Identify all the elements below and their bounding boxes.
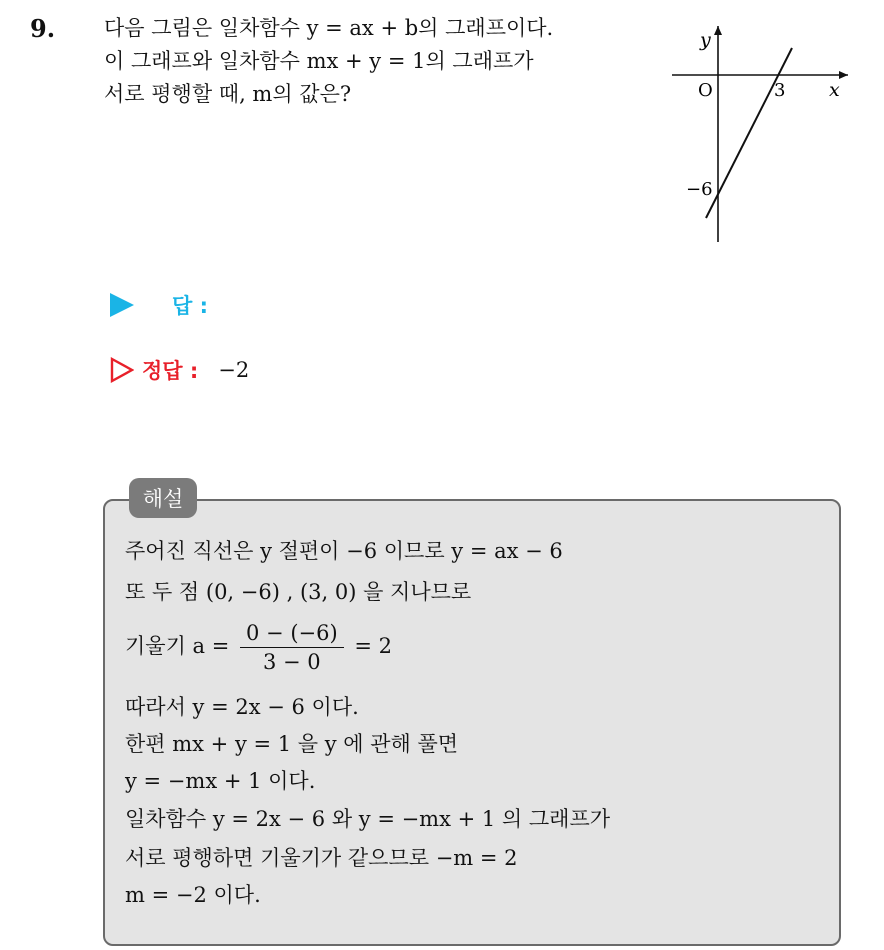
slope-suffix: = 2 xyxy=(354,634,392,658)
origin-label: O xyxy=(698,80,713,101)
solution-line-3 xyxy=(125,619,392,676)
outline-triangle-icon xyxy=(110,357,134,383)
solution-line-4: 따라서 y = 2x − 6 이다. xyxy=(125,695,359,719)
answer-row xyxy=(110,290,220,320)
correct-answer-label: 정답 : xyxy=(142,359,199,383)
function-line xyxy=(706,48,792,218)
y-intercept-label: −6 xyxy=(686,179,713,200)
solution-line-6: y = −mx + 1 이다. xyxy=(125,769,316,793)
x-axis-label: x xyxy=(829,79,840,101)
fraction-numerator: 0 − (−6) xyxy=(240,619,344,648)
slope-prefix: 기울기 a = xyxy=(125,634,230,658)
fraction-denominator: 3 − 0 xyxy=(263,650,321,674)
solution-line-1: 주어진 직선은 y 절편이 −6 이므로 y = ax − 6 xyxy=(125,539,563,563)
question-line-1: 다음 그림은 일차함수 y = ax + b의 그래프이다. xyxy=(104,16,554,40)
correct-answer-row xyxy=(110,355,249,385)
solution-line-2: 또 두 점 (0, −6) , (3, 0) 을 지나므로 xyxy=(125,580,472,604)
answer-label: 답 : xyxy=(172,294,208,318)
question-number: 9. xyxy=(30,14,56,43)
correct-answer-value: −2 xyxy=(218,358,250,382)
question-line-3: 서로 평행할 때, m의 값은? xyxy=(104,82,352,106)
x-intercept-label: 3 xyxy=(774,80,786,101)
solution-line-8: 서로 평행하면 기울기가 같으므로 −m = 2 xyxy=(125,846,518,870)
solution-line-7: 일차함수 y = 2x − 6 와 y = −mx + 1 의 그래프가 xyxy=(125,807,611,831)
question-text xyxy=(104,12,644,111)
slope-fraction xyxy=(240,619,344,676)
y-axis-label: y xyxy=(700,29,711,51)
question-line-2: 이 그래프와 일차함수 mx + y = 1의 그래프가 xyxy=(104,49,534,73)
solution-line-5: 한편 mx + y = 1 을 y 에 관해 풀면 xyxy=(125,732,459,756)
play-triangle-icon xyxy=(110,293,134,317)
solution-tab: 해설 xyxy=(129,478,197,518)
linear-function-graph xyxy=(668,18,858,248)
solution-line-9: m = −2 이다. xyxy=(125,883,261,907)
